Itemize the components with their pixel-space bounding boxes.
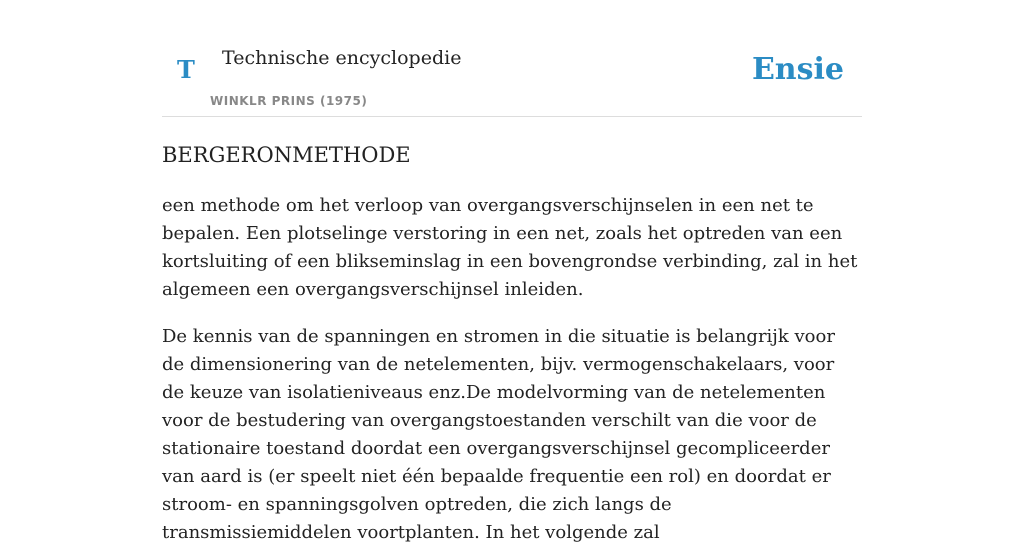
logo-icon[interactable]: T xyxy=(177,55,195,84)
site-header xyxy=(162,0,862,117)
paragraph: De kennis van de spanningen en stromen in die situatie is belangrijk voor de dimensionering van de netelementen, bijv. vermogenschakelaars, voor de keuze van isolatieniveaus enz.De modelvorming van de netelementen voor de bestudering van overgangstoestanden verschilt van die voor de stationaire toestand doordat een overgangsverschijnsel gecompliceerder van aard is (er speelt niet één bepaalde frequentie een rol) en doordat er stroom- en spanningsgolven optreden, die zich langs de transmissiemiddelen voortplanten. In het volgende zal xyxy=(162,326,835,543)
entry-title: BERGERONMETHODE xyxy=(162,143,411,167)
paragraph: een methode om het verloop van overgangsverschijnselen in een net te bepalen. Een plotselinge verstoring in een net, zoals het optreden van een kortsluiting of een blikseminslag in een bovengrondse verbinding, zal in het algemeen een overgangsverschijnsel inleiden. xyxy=(162,195,858,300)
encyclopedia-title[interactable]: Technische encyclopedie xyxy=(222,47,462,69)
brand-logo[interactable]: Ensie xyxy=(751,52,844,87)
article xyxy=(162,140,862,547)
source-subtitle: WINKLR PRINS (1975) xyxy=(210,94,368,108)
